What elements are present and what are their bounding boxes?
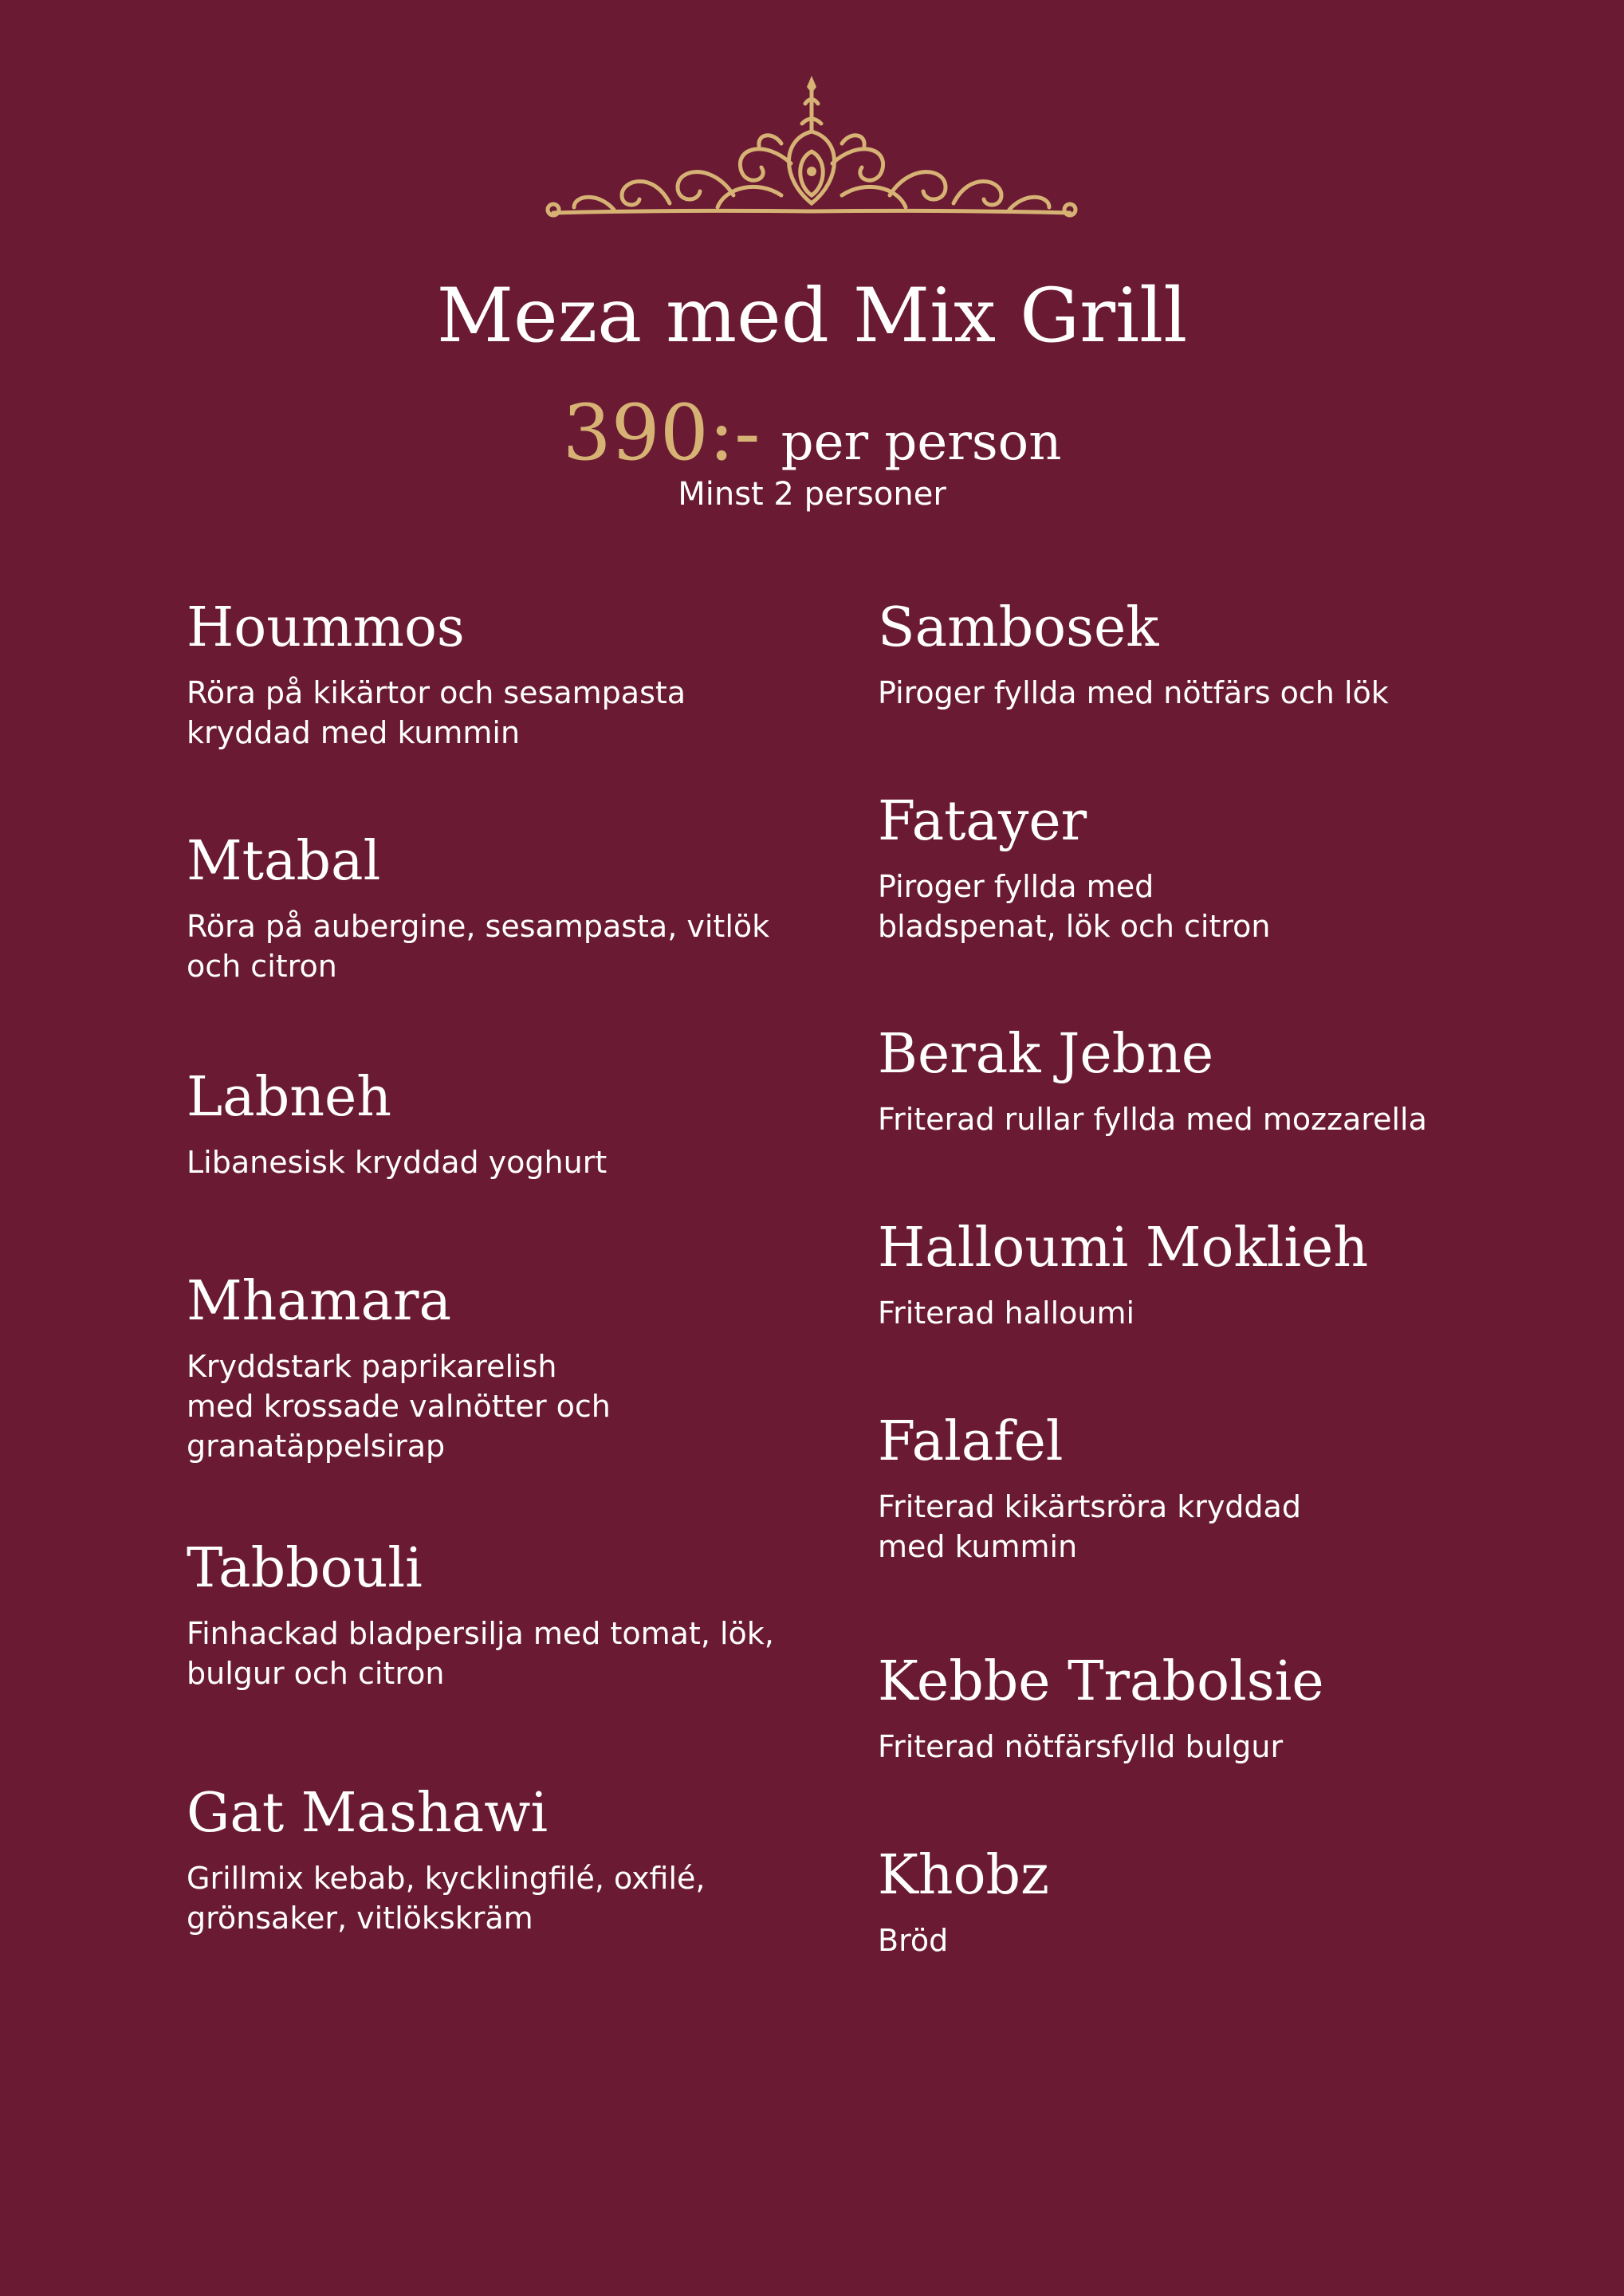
menu-item-description: Libanesisk kryddad yoghurt xyxy=(187,1145,608,1180)
menu-item-name: Labneh xyxy=(187,1066,392,1129)
menu-item xyxy=(187,824,856,986)
menu-item-name: Khobz xyxy=(878,1844,1049,1907)
menu-item-name: Hoummos xyxy=(187,596,465,659)
menu-item-name: Berak Jebne xyxy=(878,1023,1214,1086)
menu-item-description: Finhackad bladpersilja med tomat, lök, bulgur och citron xyxy=(187,1616,774,1691)
menu-item-name: Falafel xyxy=(878,1410,1064,1473)
menu-item-description: Friterad rullar fyllda med mozzarella xyxy=(878,1102,1427,1137)
menu-item-description: Friterad nötfärsfylld bulgur xyxy=(878,1729,1284,1764)
menu-item-description: Röra på aubergine, sesampasta, vitlök och citron xyxy=(187,909,770,984)
menu-title: Meza med Mix Grill xyxy=(436,273,1188,360)
menu-item-description: Röra på kikärtor och sesampasta kryddad med kummin xyxy=(187,675,686,750)
menu-item xyxy=(878,1210,1595,1333)
price-unit: per person xyxy=(781,413,1062,472)
menu-item-description: Bröd xyxy=(878,1923,949,1958)
menu-item xyxy=(878,590,1595,713)
price-amount: 390:- xyxy=(562,388,761,478)
menu-item xyxy=(878,1644,1595,1767)
menu-item xyxy=(878,1404,1595,1567)
menu-item-name: Tabbouli xyxy=(187,1537,423,1600)
menu-item-name: Halloumi Moklieh xyxy=(878,1217,1369,1280)
menu-item xyxy=(187,1060,856,1182)
gold-filigree-ornament-icon xyxy=(542,76,1081,223)
menu-item-description: Friterad halloumi xyxy=(878,1295,1135,1331)
menu-item-description: Grillmix kebab, kycklingfilé, oxfilé, grönsaker, vitlökskräm xyxy=(187,1861,706,1936)
menu-item xyxy=(187,1775,856,1938)
menu-item-description: Piroger fyllda med nötfärs och lök xyxy=(878,675,1389,710)
menu-item xyxy=(187,1531,856,1693)
menu-item-name: Kebbe Trabolsie xyxy=(878,1650,1324,1713)
menu-item-description: Piroger fyllda med bladspenat, lök och citron xyxy=(878,869,1271,944)
menu-item-name: Sambosek xyxy=(878,596,1159,659)
menu-item-description: Kryddstark paprikarelish med krossade valnötter och granatäppelsirap xyxy=(187,1349,611,1464)
minimum-persons-note: Minst 2 personer xyxy=(678,476,946,513)
menu-item xyxy=(878,1016,1595,1139)
menu-item-name: Gat Mashawi xyxy=(187,1782,549,1845)
menu-item-name: Mtabal xyxy=(187,830,381,893)
menu-item-name: Mhamara xyxy=(187,1270,452,1333)
menu-item xyxy=(187,1264,856,1466)
menu-item-description: Friterad kikärtsröra kryddad med kummin xyxy=(878,1489,1301,1564)
menu-item xyxy=(878,1838,1595,1960)
menu-item xyxy=(187,590,856,753)
menu-item-name: Fatayer xyxy=(878,790,1087,853)
menu-item xyxy=(878,784,1595,946)
